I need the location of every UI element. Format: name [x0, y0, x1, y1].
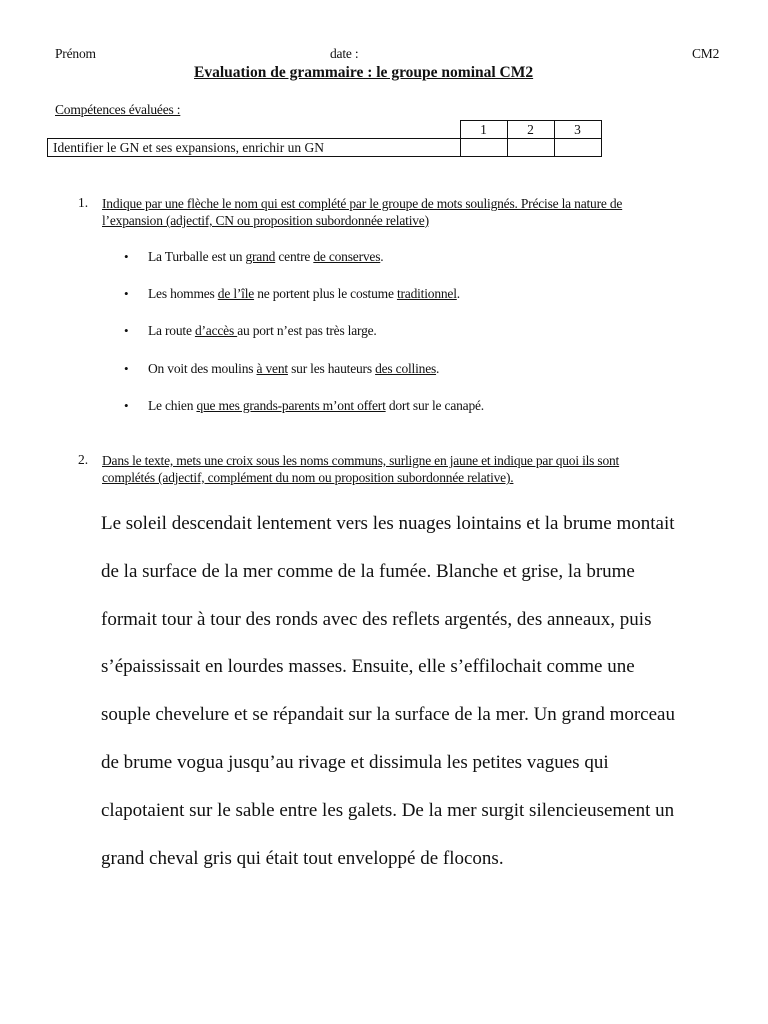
- score-cell-2[interactable]: [507, 139, 554, 157]
- bullet-icon: •: [124, 361, 129, 376]
- page-title: Evaluation de grammaire : le groupe nominal CM2: [194, 64, 534, 81]
- column-header: 1: [460, 121, 507, 139]
- text-line: formait tour à tour des ronds avec des reflets argentés, des anneaux, puis: [101, 608, 652, 630]
- empty-header-cell: [48, 121, 461, 139]
- competences-table: [47, 120, 602, 157]
- reading-text: [101, 500, 737, 882]
- competences-label: Compétences évaluées :: [55, 102, 181, 117]
- text-line: grand cheval gris qui était tout enveloppé de flocons.: [101, 847, 504, 869]
- instruction-line: Dans le texte, mets une croix sous les noms communs, surligne en jaune et indique par quoi ils sont: [102, 453, 620, 468]
- text-line: de brume vogua jusqu’au rivage et dissimula les petites vagues qui: [101, 751, 609, 773]
- competences-header-row: [48, 121, 602, 139]
- column-header: 2: [507, 121, 554, 139]
- sentence-3: La route d’accès au port n’est pas très large.: [148, 323, 377, 338]
- bullet-icon: •: [124, 286, 129, 301]
- question-1-number: 1.: [78, 195, 89, 210]
- column-header: 3: [554, 121, 601, 139]
- question-2-number: 2.: [78, 452, 89, 467]
- bullet-icon: •: [124, 323, 129, 338]
- text-line: clapotaient sur le sable entre les galets. De la mer surgit silencieusement un: [101, 799, 675, 821]
- text-line: Le soleil descendait lentement vers les nuages lointains et la brume montait: [101, 513, 675, 534]
- sentence-4: On voit des moulins à vent sur les hauteurs des collines.: [148, 361, 440, 376]
- bullet-icon: •: [124, 249, 129, 264]
- bullet-icon: •: [124, 398, 129, 413]
- instruction-line: l’expansion (adjectif, CN ou proposition subordonnée relative): [102, 213, 429, 228]
- question-1-instruction: [102, 195, 732, 229]
- score-cell-3[interactable]: [554, 139, 601, 157]
- prenom-label: Prénom: [55, 46, 96, 61]
- sentence-1: La Turballe est un grand centre de conserves.: [148, 249, 384, 264]
- sentence-2: Les hommes de l’île ne portent plus le costume traditionnel.: [148, 286, 460, 301]
- date-label: date :: [330, 46, 359, 61]
- text-line: s’épaississait en lourdes masses. Ensuite, elle s’effilochait comme une: [101, 656, 635, 678]
- competence-row: [48, 139, 602, 157]
- sentence-5: Le chien que mes grands-parents m’ont offert dort sur le canapé.: [148, 398, 484, 413]
- text-line: souple chevelure et se répandait sur la surface de la mer. Un grand morceau: [101, 704, 675, 726]
- instruction-line: complétés (adjectif, complément du nom ou proposition subordonnée relative).: [102, 470, 514, 485]
- question-2-instruction: [102, 452, 732, 486]
- competence-skill: Identifier le GN et ses expansions, enrichir un GN: [48, 139, 461, 157]
- score-cell-1[interactable]: [460, 139, 507, 157]
- text-line: de la surface de la mer comme de la fumée. Blanche et grise, la brume: [101, 560, 635, 582]
- level-label: CM2: [692, 46, 720, 61]
- instruction-line: Indique par une flèche le nom qui est complété par le groupe de mots soulignés. Précise la nature de: [102, 196, 623, 211]
